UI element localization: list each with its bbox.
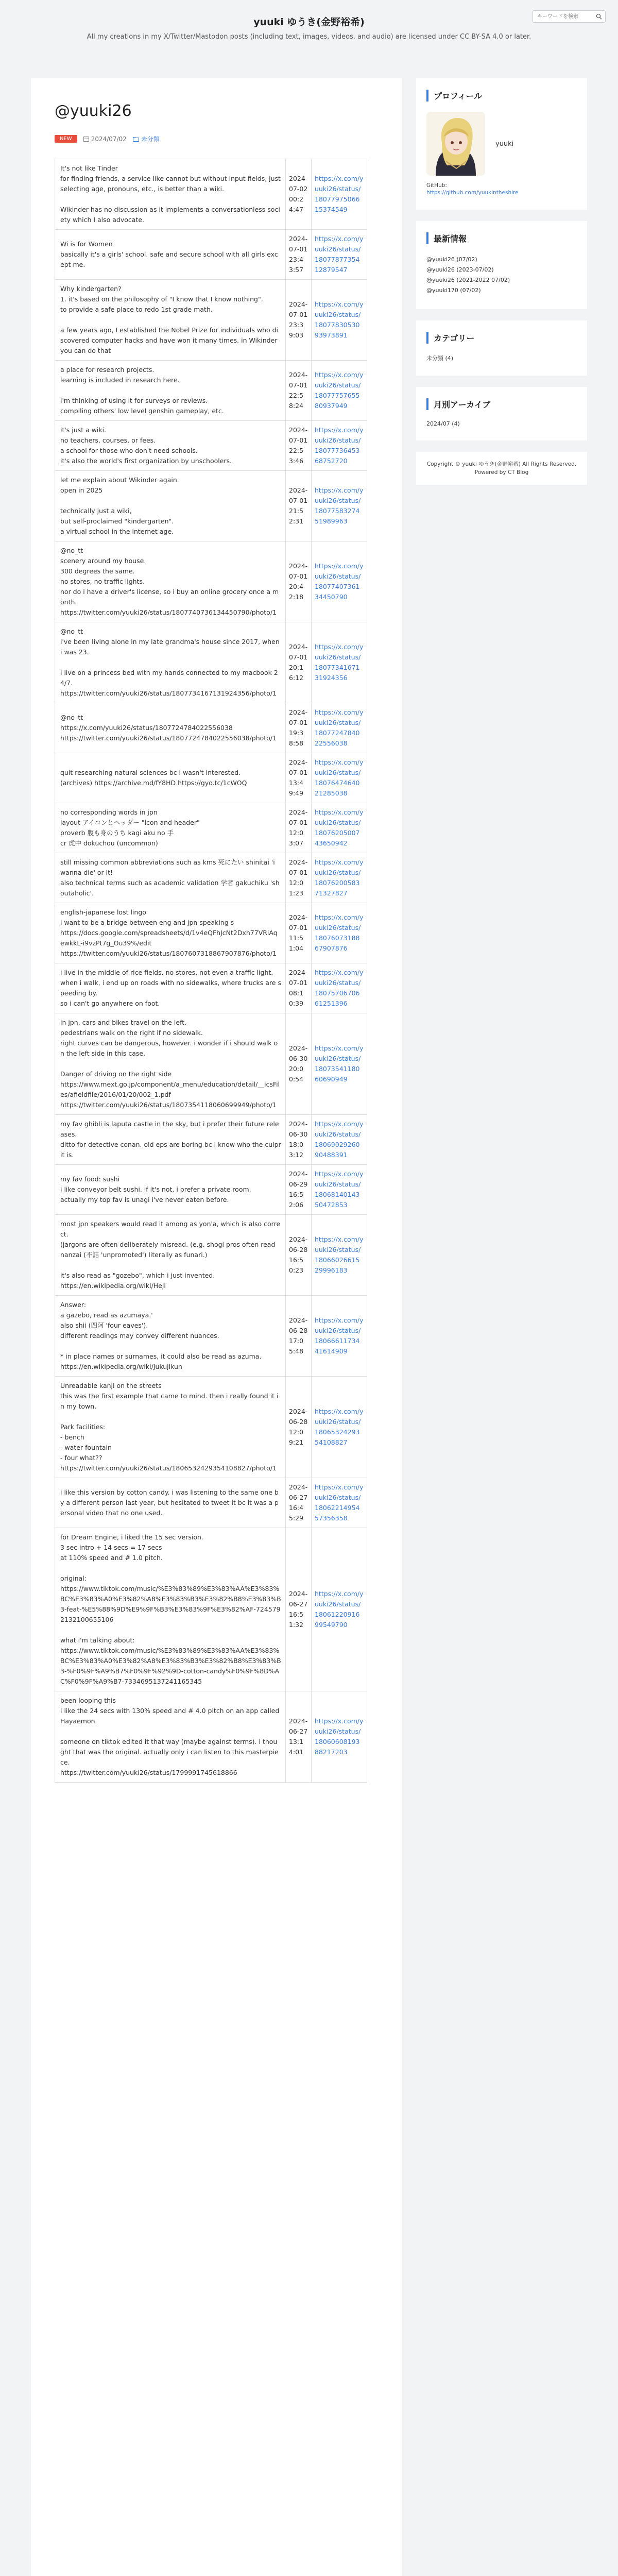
post-category[interactable] xyxy=(133,134,160,143)
recent-post-link[interactable]: @yuuki26 (07/02) xyxy=(426,256,477,263)
post-datetime: 2024-06-28 12:09:21 xyxy=(289,1408,308,1446)
archive-widget xyxy=(416,387,587,440)
table-row xyxy=(55,1013,367,1115)
posts-table xyxy=(55,159,367,1783)
recent-list xyxy=(426,255,577,296)
post-text: my fav food: sushi i like conveyor belt sushi. if it's not, i prefer a private room. actually my top fav is unagi i've never eaten before. xyxy=(60,1175,251,1204)
post-link[interactable]: https://x.com/yuuki26/status/1807620058371327827 xyxy=(315,858,364,897)
post-link[interactable]: https://x.com/yuuki26/status/1807758327451989963 xyxy=(315,486,364,525)
post-text: Unreadable kanji on the streets this was the first example that came to mind. then i really found it in my town. Park facilities: - bench - water fountain - four what?? https://twitter.com/yuuki26/status/1806532429354108827/photo/1 xyxy=(60,1382,279,1472)
table-row xyxy=(55,903,367,963)
category-heading: カテゴリー xyxy=(426,332,577,344)
post-text: Answer: a gazebo, read as azumaya.' also shii (四阿 'four eaves'). different readings may convey different nuances. * in place names or surnames, it could also be read as azuma. https://en.wikipedia.org/wiki/Jukujikun xyxy=(60,1301,262,1370)
recent-post-link[interactable]: @yuuki170 (07/02) xyxy=(426,287,481,294)
recent-post-link[interactable]: @yuuki26 (2023-07/02) xyxy=(426,266,494,273)
post-datetime: 2024-07-01 20:42:18 xyxy=(289,562,308,601)
post-text: i like this version by cotton candy. i was listening to the same one by a different person last year, but hesitated to tweet it bc it was a personal video that no one used. xyxy=(60,1488,279,1517)
table-row xyxy=(55,1115,367,1165)
table-row xyxy=(55,421,367,471)
post-link[interactable]: https://x.com/yuuki26/status/1807647464021285038 xyxy=(315,758,364,797)
post-link[interactable]: https://x.com/yuuki26/status/1806902926090488391 xyxy=(315,1120,364,1159)
post-text: my fav ghibli is laputa castle in the sky, but i prefer their future releases. ditto for detective conan. old eps are boring bc i know who the culprit is. xyxy=(60,1120,281,1159)
post-link[interactable]: https://x.com/yuuki26/status/1807607318867907876 xyxy=(315,913,364,952)
search-box[interactable] xyxy=(533,10,606,23)
table-row xyxy=(55,471,367,541)
post-text: @no_tt https://x.com/yuuki26/status/1807724784022556038 https://twitter.com/yuuki26/status/1807724784022556038/photo/1 xyxy=(60,714,277,742)
search-input[interactable] xyxy=(533,11,594,22)
post-text: i live in the middle of rice fields. no stores, not even a traffic light. when i walk, i end up on roads with no sidewalks, where trucks are speeding by. so i can't go anywhere on foot. xyxy=(60,969,281,1007)
site-description: All my creations in my X/Twitter/Mastodon posts (including text, images, videos, and audio) are licensed under CC BY-SA 4.0 or later. xyxy=(87,33,531,41)
post-datetime: 2024-07-01 22:53:46 xyxy=(289,426,308,465)
profile-widget xyxy=(416,78,587,210)
post-datetime: 2024-07-01 13:49:49 xyxy=(289,758,308,797)
post-link[interactable]: https://x.com/yuuki26/status/1806532429354108827 xyxy=(315,1408,364,1446)
copyright xyxy=(416,452,587,485)
recent-post-link[interactable]: @yuuki26 (2021-2022 07/02) xyxy=(426,277,510,283)
post-datetime: 2024-06-27 16:45:29 xyxy=(289,1483,308,1522)
post-link[interactable]: https://x.com/yuuki26/status/1806661173441614909 xyxy=(315,1316,364,1355)
post-datetime: 2024-07-01 12:03:07 xyxy=(289,808,308,847)
table-row xyxy=(55,1691,367,1783)
table-row xyxy=(55,753,367,803)
new-badge: NEW xyxy=(55,135,77,143)
post-datetime: 2024-07-01 21:52:31 xyxy=(289,486,308,525)
post-link[interactable]: https://x.com/yuuki26/status/1807354118060690949 xyxy=(315,1044,364,1083)
post-datetime: 2024-07-01 11:51:04 xyxy=(289,913,308,952)
table-row xyxy=(55,622,367,703)
table-row xyxy=(55,159,367,230)
profile-heading: プロフィール xyxy=(426,90,577,101)
post-datetime: 2024-07-01 19:38:58 xyxy=(289,708,308,747)
category-link[interactable]: 未分類 (4) xyxy=(426,355,454,362)
post-link[interactable]: https://x.com/yuuki26/status/1806221495457356358 xyxy=(315,1483,364,1522)
post-text: quit researching natural sciences bc i wasn't interested. (archives) https://archive.md/fY8HD https://gyo.tc/1cWOQ xyxy=(60,769,247,787)
category-widget xyxy=(416,320,587,376)
table-row xyxy=(55,1296,367,1377)
main-content xyxy=(31,78,402,2576)
post-title: @yuuki26 xyxy=(55,102,132,120)
post-datetime: 2024-07-01 23:43:57 xyxy=(289,235,308,274)
post-datetime: 2024-07-01 08:10:39 xyxy=(289,969,308,1007)
table-row xyxy=(55,1165,367,1215)
post-link[interactable]: https://x.com/yuuki26/status/1806060819388217203 xyxy=(315,1717,364,1756)
post-link[interactable]: https://x.com/yuuki26/status/1806122091699549790 xyxy=(315,1590,364,1629)
table-row xyxy=(55,230,367,280)
post-datetime: 2024-06-29 16:52:06 xyxy=(289,1170,308,1209)
post-link[interactable]: https://x.com/yuuki26/status/1807787735412879547 xyxy=(315,235,364,274)
post-text: been looping this i like the 24 secs with 130% speed and # 4.0 pitch on an app called Hayaemon. someone on tiktok edited it that way (maybe against terms). i thought that was the original. actually only i can listen to this masterpiece. https://twitter.com/yuuki26/status/1799991745618866 xyxy=(60,1697,280,1776)
post-link[interactable]: https://x.com/yuuki26/status/1807773645368752720 xyxy=(315,426,364,465)
post-datetime: 2024-06-28 17:05:48 xyxy=(289,1316,308,1355)
site-header xyxy=(0,0,618,62)
table-row xyxy=(55,853,367,903)
github-label: GitHub: xyxy=(426,182,447,189)
post-link[interactable]: https://x.com/yuuki26/status/1806814014350472853 xyxy=(315,1170,364,1209)
post-text: @no_tt i've been living alone in my late grandma's house since 2017, when i was 23. i live on a princess bed with my hands connected to my macbook 24/7. https://twitter.com/yuuki26/status/1807734167131924356/photo/1 xyxy=(60,628,280,697)
github-link[interactable]: https://github.com/yuukintheshire xyxy=(426,190,519,196)
folder-icon xyxy=(133,137,139,142)
table-row xyxy=(55,1377,367,1478)
post-datetime: 2024-07-02 00:24:47 xyxy=(289,175,308,213)
recent-widget xyxy=(416,221,587,309)
table-row xyxy=(55,703,367,753)
post-text: a place for research projects. learning is included in research here. i'm thinking of using it for surveys or reviews. compiling others' low level genshin gameplay, etc. xyxy=(60,366,224,415)
post-link[interactable]: https://x.com/yuuki26/status/1807570670661251396 xyxy=(315,969,364,1007)
post-link[interactable]: https://x.com/yuuki26/status/1807734167131924356 xyxy=(315,643,364,682)
powered-by[interactable]: Powered by CT Blog xyxy=(474,469,529,476)
post-datetime: 2024-06-30 20:00:54 xyxy=(289,1044,308,1083)
post-date xyxy=(83,135,127,143)
archive-link[interactable]: 2024/07 (4) xyxy=(426,420,460,427)
table-row xyxy=(55,361,367,421)
post-link[interactable]: https://x.com/yuuki26/status/1807783053093973891 xyxy=(315,300,364,339)
post-datetime: 2024-06-27 13:14:01 xyxy=(289,1717,308,1756)
post-link[interactable]: https://x.com/yuuki26/status/1807797506615374549 xyxy=(315,175,364,213)
post-link[interactable]: https://x.com/yuuki26/status/1806602661529996183 xyxy=(315,1235,364,1274)
post-text: for Dream Engine, i liked the 15 sec version. 3 sec intro + 14 secs = 17 secs at 110% speed and # 1.0 pitch. original: https://www.tiktok.com/music/%E3%83%89%E3%83%AA%E3%83%BC%E3%83%A0%E3%82%A8%E3%83%B3%E3%82%B8%E3%83%B3-feat-%E5%88%9D%E9%9F%B3%E3%83%9F%E3%82%AF-7245792132100655106 what i'm talking about: https://www.tiktok.com/music/%E3%83%89%E3%83%AA%E3%83%BC%E3%83%A0%E3%82%A8%E3%83%B3%E3%82%B8%E3%83%B3-%F0%9F%A9%B7%F0%9F%92%9D-cotton-candy%F0%9F%8D%AC%F0%9F%A9%B7-7334695137241165345 xyxy=(60,1533,281,1685)
post-text: most jpn speakers would read it among as yon'a, which is also correct. (jargons are often deliberately misread. (e.g. shogi pros often read nanzai (不詰 'unpromoted') literally as funari.) it's also read as "gozebo", which i just invented. https://en.wikipedia.org/wiki/Heji xyxy=(60,1220,281,1290)
post-datetime: 2024-07-01 22:58:24 xyxy=(289,371,308,410)
post-text: in jpn, cars and bikes travel on the left. pedestrians walk on the right if no sidewalk. right curves can be dangerous, however. i wonder if i should walk on the left side in this case. Danger of driving on the right side https://www.mext.go.jp/component/a_menu/education/detail/__icsFiles/afieldfile/2016/01/20/002_1.pdf https://twitter.com/yuuki26/status/1807354118060699949/photo/1 xyxy=(60,1019,280,1109)
copyright-text: Copyright © yuuki ゆうき(金野裕希) All Rights Reserved. xyxy=(426,461,577,467)
avatar xyxy=(426,112,485,176)
post-meta xyxy=(55,134,378,143)
table-row xyxy=(55,1528,367,1691)
post-text: It's not like Tinder for finding friends, a service like cannot but without input fields, just selecting age, pronouns, etc., is better than a wiki. Wikinder has no discussion as it implements a conversationless society which I also advocate. xyxy=(60,164,281,224)
category-list xyxy=(426,354,577,362)
table-row xyxy=(55,541,367,622)
post-text: no corresponding words in jpn layout アイコンとヘッダー "icon and header" proverb 腹も身のうち kagi aku no 手 cr 虎中 dokuchou (uncommon) xyxy=(60,808,200,847)
table-row xyxy=(55,963,367,1013)
post-datetime: 2024-06-27 16:51:32 xyxy=(289,1590,308,1629)
post-link[interactable]: https://x.com/yuuki26/status/1807620500743650942 xyxy=(315,808,364,847)
post-text: Wi is for Women basically it's a girls' school. safe and secure school with all girls except me. xyxy=(60,240,278,268)
post-text: still missing common abbreviations such as kms 死にたい shinitai 'i wanna die' or lt! also technical terms such as academic validation 学者 gakuchiku 'shoutaholic'. xyxy=(60,858,280,897)
post-datetime: 2024-06-28 16:50:23 xyxy=(289,1235,308,1274)
archive-heading: 月別アーカイブ xyxy=(426,398,577,410)
table-row xyxy=(55,1478,367,1528)
sidebar xyxy=(416,78,587,485)
archive-list xyxy=(426,420,577,427)
table-row xyxy=(55,803,367,853)
post-text: @no_tt scenery around my house. 300 degrees the same. no stores, no traffic lights. nor do i have a driver's license, so i buy an online grocery once a month. https://twitter.com/yuuki26/status/1807740736134450790/photo/1 xyxy=(60,547,279,616)
search-icon[interactable] xyxy=(596,13,602,20)
post-text: let me explain about Wikinder again. open in 2025 technically just a wiki, but self-proclaimed "kindergarten". a virtual school in the internet age. xyxy=(60,476,179,535)
post-datetime: 2024-07-01 12:01:23 xyxy=(289,858,308,897)
post-text: english-japanese lost lingo i want to be a bridge between eng and jpn speaking s https://docs.google.com/spreadsheets/d/1v4eQFhJcNt2Dxh77VRiAqewkkL-i9vzPt7g_Ou39%/edit https://twitter.com/yuuki26/status/1807607318867907876/photo/1 xyxy=(60,908,278,957)
post-link[interactable]: https://x.com/yuuki26/status/1807775765580937949 xyxy=(315,371,364,410)
post-date-text: 2024/07/02 xyxy=(91,135,127,143)
post-link[interactable]: https://x.com/yuuki26/status/1807724784022556038 xyxy=(315,708,364,747)
github-info xyxy=(426,182,577,196)
calendar-icon xyxy=(83,136,89,142)
site-title[interactable]: yuuki ゆうき(金野裕希) xyxy=(253,16,365,28)
post-datetime: 2024-07-01 20:16:12 xyxy=(289,643,308,682)
post-datetime: 2024-07-01 23:39:03 xyxy=(289,300,308,339)
table-row xyxy=(55,280,367,361)
profile-name: yuuki xyxy=(495,140,514,148)
post-text: it's just a wiki. no teachers, courses, or fees. a school for those who don't need schools. it's also the world's first organization by unschoolers. xyxy=(60,426,232,465)
post-link[interactable]: https://x.com/yuuki26/status/1807740736134450790 xyxy=(315,562,364,601)
recent-heading: 最新情報 xyxy=(426,232,577,244)
post-category-link[interactable]: 未分類 xyxy=(141,135,160,143)
post-datetime: 2024-06-30 18:03:12 xyxy=(289,1120,308,1159)
post-text: Why kindergarten? 1. it's based on the philosophy of "I know that I know nothing". to provide a safe place to redo 1st grade math. a few years ago, I established the Nobel Prize for individuals who discovered computer hacks and have won it many times. in Wikinder you can do that xyxy=(60,285,279,354)
table-row xyxy=(55,1215,367,1296)
